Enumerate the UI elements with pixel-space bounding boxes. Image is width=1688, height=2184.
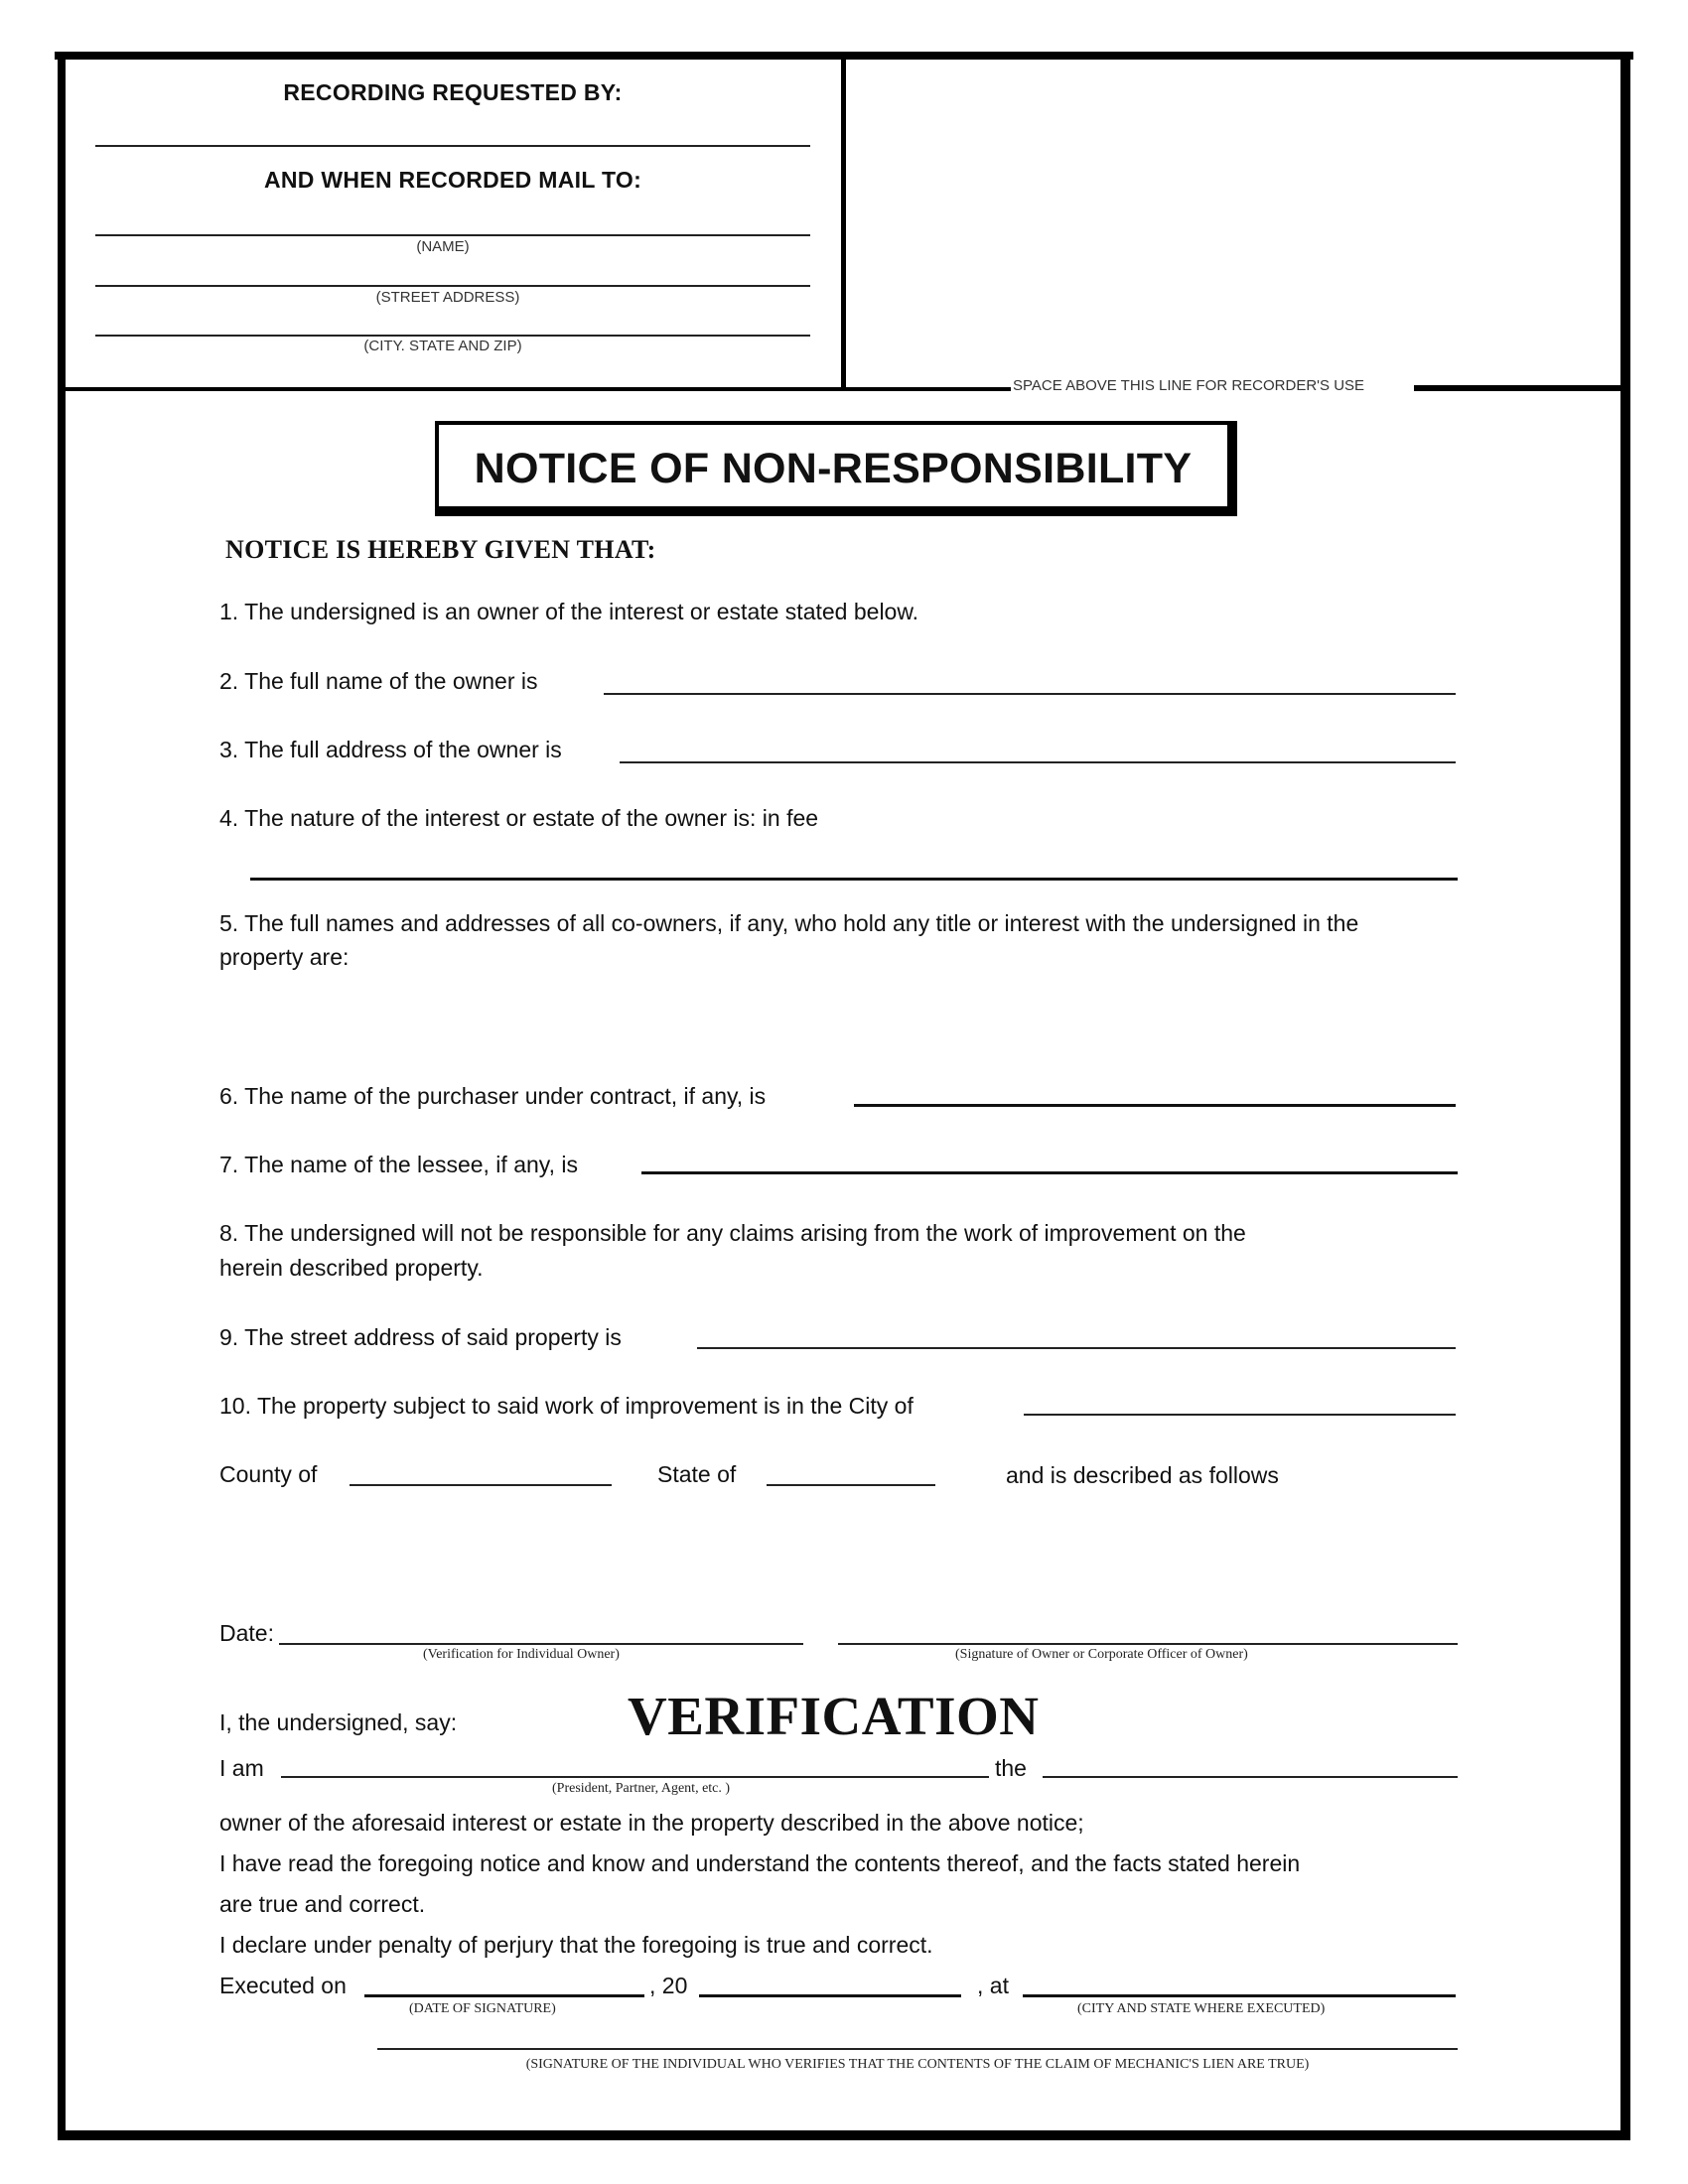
- role-line[interactable]: [281, 1776, 989, 1778]
- item-6-label: 6. The name of the purchaser under contract, if any, is: [219, 1083, 767, 1109]
- county-label: County of: [219, 1461, 318, 1487]
- header-bottom-rule-right: [1414, 385, 1624, 391]
- owner-name-line[interactable]: [604, 693, 1456, 695]
- mail-to-name-line[interactable]: [95, 234, 810, 236]
- mail-to-city-line[interactable]: [95, 335, 810, 337]
- date-line[interactable]: [279, 1643, 803, 1645]
- date-of-signature-caption: (DATE OF SIGNATURE): [409, 2001, 556, 2016]
- recording-requested-by-label: RECORDING REQUESTED BY:: [283, 79, 623, 105]
- entity-line[interactable]: [1043, 1776, 1458, 1778]
- verification-heading: VERIFICATION: [628, 1686, 1040, 1746]
- city-state-zip-caption: (CITY. STATE AND ZIP): [363, 338, 522, 354]
- purchaser-line[interactable]: [854, 1104, 1456, 1107]
- street-address-caption: (STREET ADDRESS): [375, 289, 520, 306]
- date-label: Date:: [219, 1620, 274, 1646]
- verifier-signature-caption: (SIGNATURE OF THE INDIVIDUAL WHO VERIFIES THAT THE CONTENTS OF THE CLAIM OF MECHANIC'S LIEN ARE TRUE): [525, 2057, 1310, 2072]
- item-5-line1: 5. The full names and addresses of all co-owners, if any, who hold any title or interest with the undersigned in the: [219, 910, 1359, 936]
- item-2-label: 2. The full name of the owner is: [219, 668, 538, 694]
- frame-left-border: [58, 52, 66, 2140]
- verifier-signature-line[interactable]: [377, 2048, 1458, 2050]
- interest-estate-line[interactable]: [250, 878, 1458, 881]
- mail-to-street-line[interactable]: [95, 285, 810, 287]
- recorder-space-note: SPACE ABOVE THIS LINE FOR RECORDER'S USE: [1013, 377, 1365, 394]
- role-caption: (President, Partner, Agent, etc. ): [552, 1781, 731, 1796]
- execution-place-line[interactable]: [1023, 1994, 1456, 1997]
- owner-address-line[interactable]: [620, 761, 1456, 763]
- name-caption: (NAME): [416, 238, 470, 255]
- comma-20-label: , 20: [649, 1973, 688, 1998]
- recording-requested-by-line[interactable]: [95, 145, 810, 147]
- comma-at-label: , at: [977, 1973, 1009, 1998]
- execution-date-line[interactable]: [364, 1994, 644, 1997]
- executed-on-label: Executed on: [219, 1973, 347, 1998]
- the-label: the: [995, 1755, 1027, 1781]
- verification-line-3: are true and correct.: [219, 1891, 426, 1917]
- header-divider-vertical: [841, 52, 846, 391]
- execution-year-line[interactable]: [699, 1994, 961, 1997]
- street-address-line[interactable]: [697, 1347, 1456, 1349]
- verification-line-4: I declare under penalty of perjury that the foregoing is true and correct.: [219, 1932, 933, 1958]
- city-state-executed-caption: (CITY AND STATE WHERE EXECUTED): [1077, 2001, 1326, 2016]
- county-line[interactable]: [350, 1484, 612, 1486]
- item-7-label: 7. The name of the lessee, if any, is: [219, 1152, 578, 1177]
- title-box: [435, 421, 1237, 516]
- item-3-label: 3. The full address of the owner is: [219, 737, 562, 762]
- page-title: NOTICE OF NON-RESPONSIBILITY: [474, 445, 1193, 492]
- when-recorded-mail-to-label: AND WHEN RECORDED MAIL TO:: [263, 167, 642, 193]
- i-am-label: I am: [219, 1755, 264, 1781]
- item-10-label: 10. The property subject to said work of improvement is in the City of: [219, 1393, 914, 1419]
- verification-line-2: I have read the foregoing notice and know and understand the contents thereof, and the facts stated herein: [219, 1850, 1301, 1876]
- described-as-follows: and is described as follows: [1006, 1462, 1279, 1488]
- item-5-line2: property are:: [219, 944, 350, 970]
- frame-right-border: [1620, 52, 1630, 2140]
- frame-bottom-border: [58, 2130, 1630, 2140]
- state-line[interactable]: [767, 1484, 935, 1486]
- state-label: State of: [657, 1461, 737, 1487]
- item-4-label: 4. The nature of the interest or estate of the owner is: in fee: [219, 805, 819, 831]
- lessee-line[interactable]: [641, 1171, 1458, 1174]
- item-1: 1. The undersigned is an owner of the interest or estate stated below.: [219, 599, 919, 624]
- item-8-line1: 8. The undersigned will not be responsible for any claims arising from the work of improvement on the: [219, 1220, 1246, 1246]
- item-9-label: 9. The street address of said property is: [219, 1324, 622, 1350]
- verification-line-1: owner of the aforesaid interest or estate in the property described in the above notice;: [219, 1810, 1084, 1836]
- verification-individual-caption: (Verification for Individual Owner): [423, 1647, 620, 1662]
- item-8-line2: herein described property.: [219, 1255, 484, 1281]
- city-line[interactable]: [1024, 1414, 1456, 1416]
- owner-signature-caption: (Signature of Owner or Corporate Officer of Owner): [955, 1647, 1248, 1662]
- notice-heading: NOTICE IS HEREBY GIVEN THAT:: [225, 535, 656, 564]
- undersigned-say: I, the undersigned, say:: [219, 1709, 458, 1735]
- header-bottom-rule-left: [58, 387, 1011, 391]
- owner-signature-line[interactable]: [838, 1643, 1458, 1645]
